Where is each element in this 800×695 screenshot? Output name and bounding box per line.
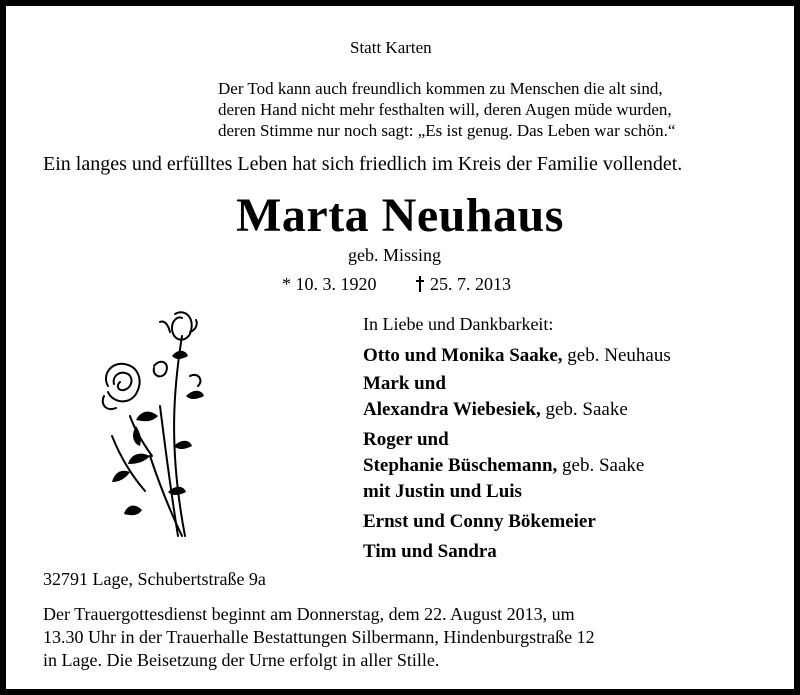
family-note: geb. Saake <box>540 399 628 420</box>
service-line: 13.30 Uhr in der Trauerhalle Bestattungen Silbermann, Hindenburgstraße 12 <box>43 627 595 647</box>
family-name: Tim und Sandra <box>363 541 497 562</box>
family-line <box>363 453 671 479</box>
deceased-name: Marta Neuhaus <box>236 189 564 242</box>
family-line <box>363 343 671 369</box>
family-list <box>363 343 671 565</box>
maiden-name: geb. Missing <box>348 245 442 265</box>
service-line: in Lage. Die Beisetzung der Urne erfolgt in aller Stille. <box>43 650 440 670</box>
service-line: Der Trauergottesdienst beginnt am Donnerstag, dem 22. August 2013, um <box>43 604 575 624</box>
family-name: Stephanie Büschemann, <box>363 455 558 476</box>
family-line <box>363 509 671 535</box>
poem-line: deren Hand nicht mehr festhalten will, deren Augen müde wurden, <box>218 100 672 119</box>
family-note: geb. Saake <box>557 455 645 476</box>
birth-date: * 10. 3. 1920 <box>282 274 377 294</box>
family-name: Otto und Monika Saake, <box>363 345 563 366</box>
family-name: Ernst und Conny Bökemeier <box>363 511 596 532</box>
family-note: geb. Neuhaus <box>562 345 671 366</box>
family-name: mit Justin und Luis <box>363 481 522 502</box>
family-line <box>363 371 671 397</box>
family-line <box>363 479 671 505</box>
family-name: Roger und <box>363 429 449 450</box>
poem <box>218 78 675 141</box>
header-note: Statt Karten <box>350 38 432 57</box>
poem-line: deren Stimme nur noch sagt: „Es ist genug. Das Leben war schön.“ <box>218 121 676 140</box>
intro-text: Ein langes und erfülltes Leben hat sich friedlich im Kreis der Familie vollendet. <box>43 153 683 175</box>
death-date: 25. 7. 2013 <box>430 274 511 294</box>
poem-line: Der Tod kann auch freundlich kommen zu Menschen die alt sind, <box>218 79 663 98</box>
family-line <box>363 427 671 453</box>
thanks-heading: In Liebe und Dankbarkeit: <box>363 314 554 334</box>
family-name: Alexandra Wiebesiek, <box>363 399 541 420</box>
cross-icon <box>415 275 425 293</box>
address: 32791 Lage, Schubertstraße 9a <box>43 569 266 589</box>
rose-illustration-icon <box>90 296 220 546</box>
service-info <box>43 603 595 672</box>
death-date-block <box>430 274 511 295</box>
family-line <box>363 539 671 565</box>
family-name: Mark und <box>363 373 446 394</box>
family-line <box>363 397 671 423</box>
